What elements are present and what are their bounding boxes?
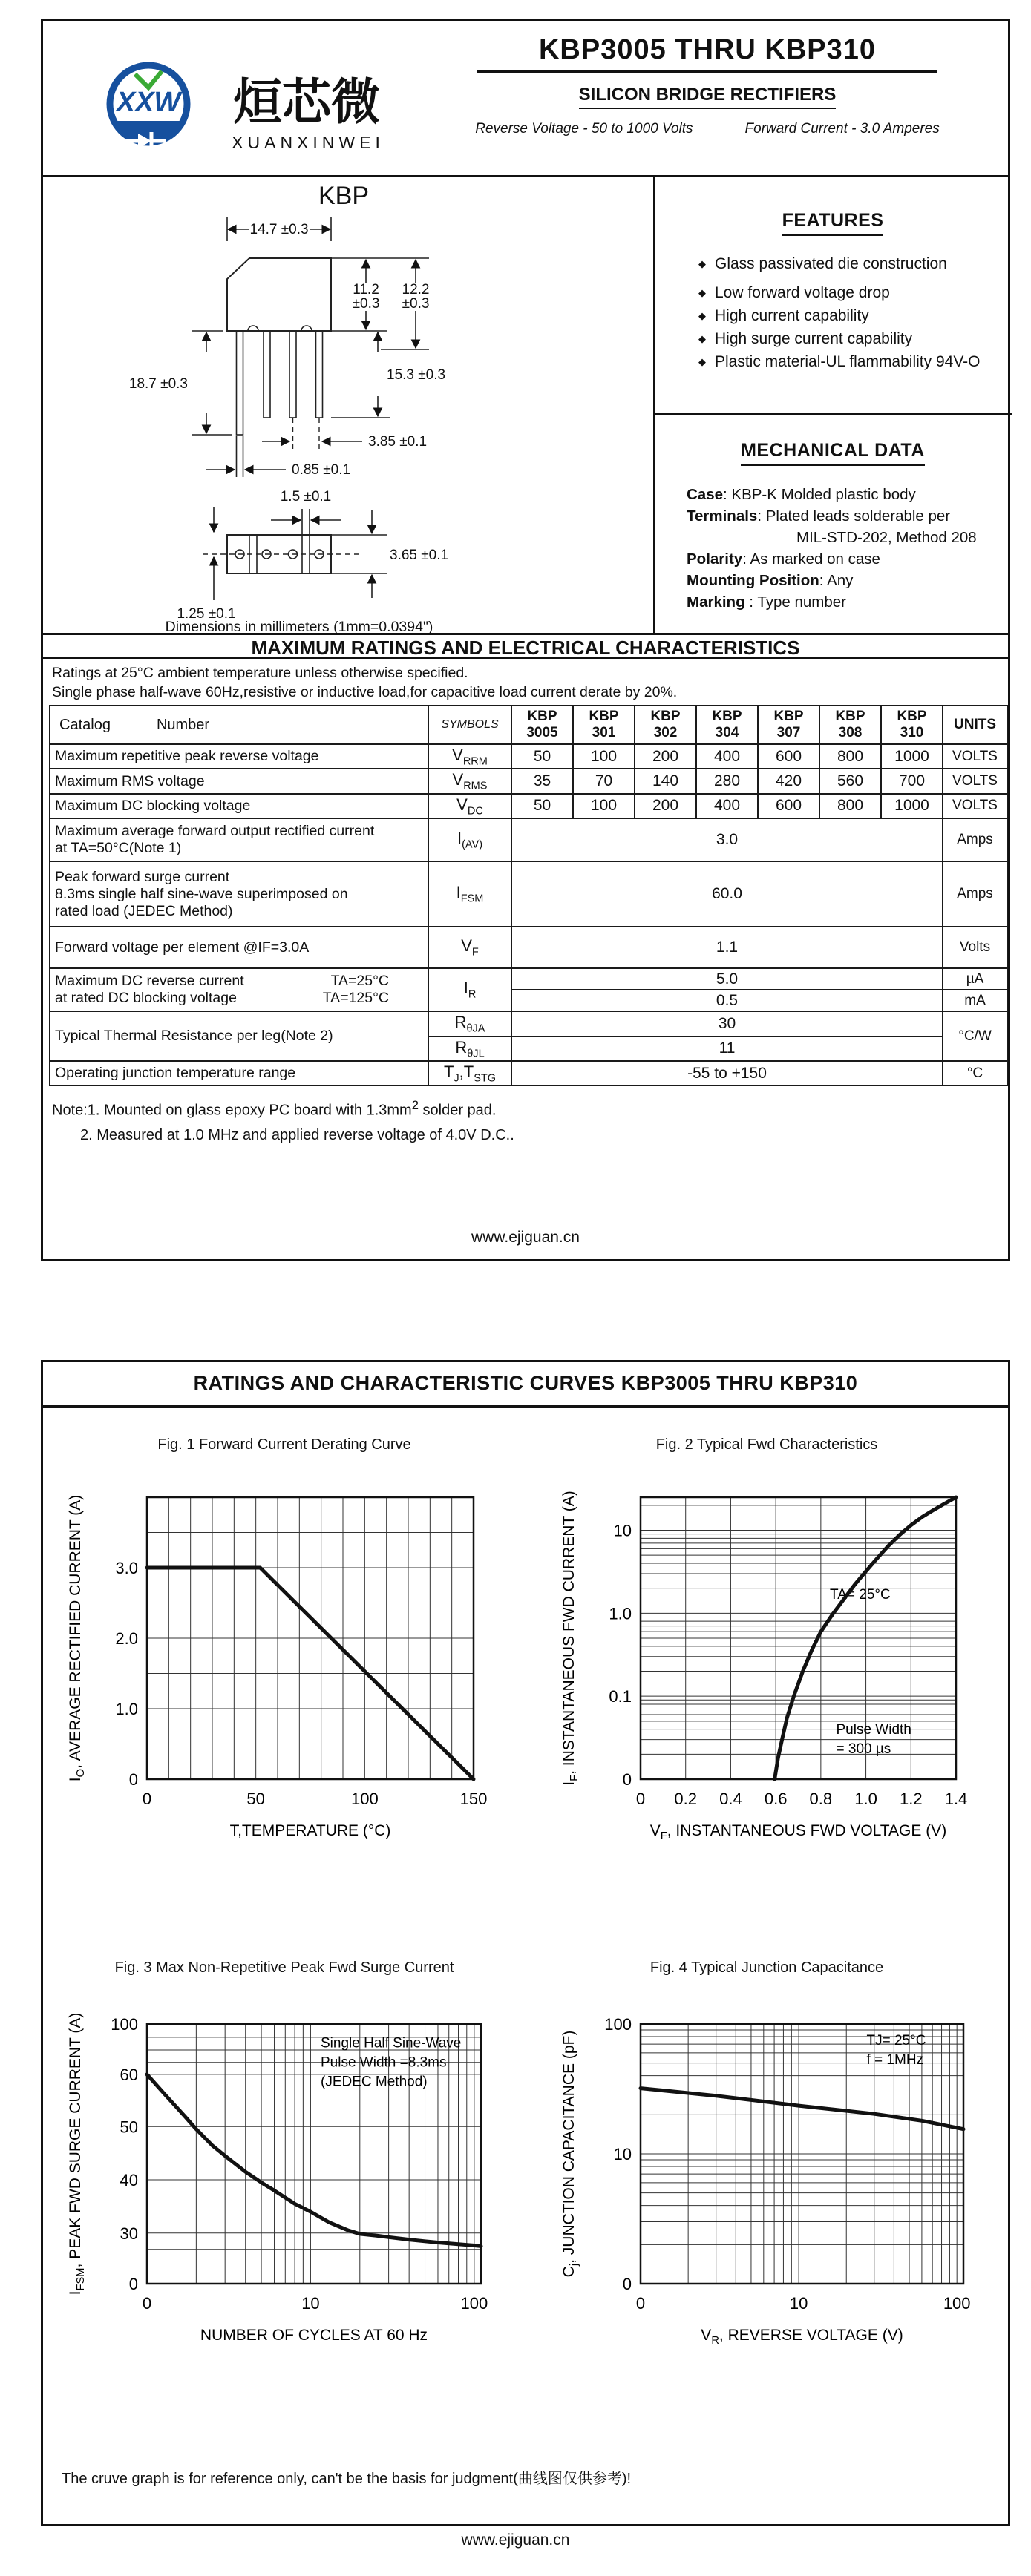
table-row: Operating junction temperature range $T_J,T_{STG}$ -55 to +150 °C xyxy=(50,1061,1007,1085)
body-notch xyxy=(301,326,312,331)
list-item: ◆ Glass passivated die construction xyxy=(698,255,947,272)
company-logo xyxy=(102,50,422,162)
svg-text:0.1: 0.1 xyxy=(609,1687,632,1706)
svg-text:0: 0 xyxy=(142,1790,152,1808)
fig1-title: Fig. 1 Forward Current Derating Curve xyxy=(157,1436,411,1453)
svg-text:TA= 25°C: TA= 25°C xyxy=(830,1586,891,1603)
svg-text:f = 1MHz: f = 1MHz xyxy=(866,2052,924,2068)
svg-text:10: 10 xyxy=(301,2294,320,2313)
svg-text:60: 60 xyxy=(120,2065,138,2084)
svg-text:0: 0 xyxy=(142,2294,152,2313)
curves-heading: RATINGS AND CHARACTERISTIC CURVES KBP3005 THRU KBP310 xyxy=(43,1362,1008,1408)
table-row: $R_{\theta JL}$ 11 xyxy=(50,1036,1007,1061)
fig4-title: Fig. 4 Typical Junction Capacitance xyxy=(649,1959,884,1976)
mech-case: Case: KBP-K Molded plastic body xyxy=(687,486,916,503)
device-column-kbp310: KBP 310 xyxy=(881,706,943,744)
dim-lead-length-long: 18.7 ±0.3 xyxy=(128,376,188,392)
svg-text:VF, INSTANTANEOUS FWD VOLTAGE: $V_F$, INSTANTANEOUS FWD VOLTAGE (V) xyxy=(649,1822,947,1842)
fig2-fwd-characteristics xyxy=(526,1436,1008,1876)
dim-lead-width: 0.85 ±0.1 xyxy=(292,462,351,478)
svg-text:Pulse Width: Pulse Width xyxy=(836,1722,911,1738)
page-subtitle: SILICON BRIDGE RECTIFIERS xyxy=(579,85,837,109)
svg-text:0: 0 xyxy=(128,2275,138,2293)
svg-text:1.0: 1.0 xyxy=(854,1790,877,1808)
svg-text:100: 100 xyxy=(604,2015,632,2034)
table-row: Forward voltage per element @IF=3.0A $V_F$ 1.1 Volts xyxy=(50,927,1007,968)
table-row: Maximum repetitive peak reverse voltage $V_{RRM}$ 50 100 200 400 600 800 1000 VOLTS xyxy=(50,744,1007,769)
table-row: Peak forward surge current 8.3ms single half sine-wave superimposed on rated load (JEDEC Method) $I_{FSM}$ 60.0 Amps xyxy=(50,861,1007,927)
svg-text:0: 0 xyxy=(622,1770,632,1789)
svg-text:IO, AVERAGE RECTIFIED CURRENT: $I_O$, AVERAGE RECTIFIED CURRENT (A) xyxy=(67,1494,87,1782)
svg-text:IFSM, PEAK FWD SURGE CURRENT: $I_{FSM}$, PEAK FWD SURGE CURRENT (A) xyxy=(67,2012,87,2296)
svg-text:1.2: 1.2 xyxy=(899,1790,923,1808)
svg-text:100: 100 xyxy=(460,2294,488,2313)
device-column-kbp308: KBP 308 xyxy=(819,706,881,744)
diamond-bullet-icon: ◆ xyxy=(698,310,706,321)
body-notch xyxy=(248,326,258,331)
list-item: ◆ Low forward voltage drop xyxy=(698,284,890,301)
logo-monogram: XXW xyxy=(116,87,181,118)
ratings-band-heading: MAXIMUM RATINGS AND ELECTRICAL CHARACTERISTICS xyxy=(43,633,1008,659)
dim-overall-height: 12.2 xyxy=(402,282,430,298)
tagline-reverse-voltage: Reverse Voltage - 50 to 1000 Volts xyxy=(475,121,693,137)
lead-3 xyxy=(289,331,296,418)
features-list xyxy=(655,255,1010,371)
fig1-derating-curve xyxy=(50,1436,518,1876)
mech-mounting: Mounting Position: Any xyxy=(687,572,854,589)
curve-disclaimer: The cruve graph is for reference only, can't be the basis for judgment(曲线图仅供参考)! xyxy=(62,2471,632,2487)
svg-text:50: 50 xyxy=(120,2117,138,2137)
svg-text:Pulse Width =8.3ms: Pulse Width =8.3ms xyxy=(321,2054,447,2071)
lead-1 xyxy=(237,331,243,435)
diamond-bullet-icon: ◆ xyxy=(698,333,706,344)
mech-marking: Marking : Type number xyxy=(687,594,846,611)
lead-4 xyxy=(316,331,323,418)
lead-2 xyxy=(264,331,270,418)
list-item: ◆ High current capability xyxy=(698,307,869,324)
header-divider xyxy=(43,175,1008,177)
svg-text:(JEDEC Method): (JEDEC Method) xyxy=(321,2074,428,2090)
fig3-surge-current xyxy=(50,1959,518,2406)
svg-text:±0.3: ±0.3 xyxy=(352,296,380,312)
table-row: Maximum DC reverse current TA=25°C at rated DC blocking voltage TA=125°C $I_R$ 5.0 µA xyxy=(50,968,1007,990)
logo-circle-icon xyxy=(110,65,187,150)
svg-text:100: 100 xyxy=(111,2015,138,2034)
fig2-chart xyxy=(526,1456,1008,1872)
fig3-title: Fig. 3 Max Non-Repetitive Peak Fwd Surge Current xyxy=(114,1959,454,1976)
list-item: ◆ Plastic material-UL flammability 94V-O xyxy=(698,353,981,370)
dim-lead-length-short: 15.3 ±0.3 xyxy=(387,367,446,383)
package-outline-drawing xyxy=(54,180,633,634)
tagline xyxy=(414,121,1001,137)
table-notes xyxy=(52,1098,514,1144)
svg-text:10: 10 xyxy=(613,1521,632,1540)
device-column-kbp302: KBP 302 xyxy=(635,706,696,744)
svg-text:= 300 µs: = 300 µs xyxy=(836,1741,891,1758)
dimensions-caption: Dimensions in millimeters (1mm=0.0394") xyxy=(165,619,433,634)
svg-text:0.4: 0.4 xyxy=(719,1790,742,1808)
brand-english: XUANXINWEI xyxy=(232,133,384,152)
svg-text:0.8: 0.8 xyxy=(809,1790,833,1808)
features-section xyxy=(655,210,1010,376)
svg-text:0.6: 0.6 xyxy=(764,1790,788,1808)
website-footer-2: www.ejiguan.cn xyxy=(461,2531,570,2549)
symbols-header: SYMBOLS xyxy=(428,706,511,744)
units-header: UNITS xyxy=(943,706,1007,744)
svg-text:T,TEMPERATURE (°C): T,TEMPERATURE (°C) xyxy=(229,1822,391,1839)
catalog-number-header: Catalog Number xyxy=(50,706,428,744)
page-1 xyxy=(41,19,1010,1261)
mech-polarity: Polarity: As marked on case xyxy=(687,551,880,568)
svg-text:3.0: 3.0 xyxy=(115,1559,138,1577)
dim-body-height: 11.2 xyxy=(353,282,379,298)
package-name: KBP xyxy=(318,182,370,210)
features-mechanical-divider xyxy=(653,413,1012,415)
svg-text:0: 0 xyxy=(622,2275,632,2293)
svg-text:NUMBER OF CYCLES AT 60 Hz: NUMBER OF CYCLES AT 60 Hz xyxy=(200,2327,428,2344)
fig3-chart xyxy=(50,1979,518,2402)
mechanical-lines xyxy=(655,484,1010,613)
mech-terminals-cont: MIL-STD-202, Method 208 xyxy=(796,529,977,546)
svg-text:VR, REVERSE VOLTAGE (V): $V_R$, REVERSE VOLTAGE (V) xyxy=(701,2327,903,2347)
table-header-row xyxy=(50,706,1007,744)
device-column-kbp301: KBP 301 xyxy=(573,706,635,744)
brand-chinese: 烜芯微 xyxy=(233,74,380,129)
svg-text:10: 10 xyxy=(613,2145,632,2163)
list-item: ◆ High surge current capability xyxy=(698,330,913,347)
svg-text:TJ= 25°C: TJ= 25°C xyxy=(866,2033,926,2048)
dim-hole-offset: 1.25 ±0.1 xyxy=(177,606,236,622)
svg-text:1.4: 1.4 xyxy=(944,1790,968,1808)
svg-text:10: 10 xyxy=(789,2294,808,2313)
svg-text:0: 0 xyxy=(635,1790,646,1808)
table-row: 0.5 mA xyxy=(50,990,1007,1011)
svg-text:100: 100 xyxy=(943,2294,971,2313)
svg-text:0: 0 xyxy=(128,1770,138,1789)
svg-text:2.0: 2.0 xyxy=(115,1629,138,1648)
svg-text:100: 100 xyxy=(350,1790,379,1808)
table-row: Maximum DC blocking voltage $V_{DC}$ 50 100 200 400 600 800 1000 VOLTS xyxy=(50,794,1007,818)
diamond-bullet-icon: ◆ xyxy=(698,356,706,367)
note-1: Note:1. Mounted on glass epoxy PC board with $1.3mm^2$ solder pad. xyxy=(52,1098,497,1119)
svg-text:±0.3: ±0.3 xyxy=(402,296,430,312)
svg-text:1.0: 1.0 xyxy=(609,1604,632,1623)
svg-text:0: 0 xyxy=(635,2294,646,2313)
ratings-table xyxy=(49,705,1008,1086)
fig4-junction-capacitance xyxy=(526,1959,1008,2406)
table-row: Maximum average forward output rectified current at TA=50°C(Note 1) $I_{(AV)}$ 3.0 Amps xyxy=(50,818,1007,861)
svg-text:50: 50 xyxy=(246,1790,265,1808)
dim-width: 14.7 ±0.3 xyxy=(249,222,309,237)
svg-text:40: 40 xyxy=(120,2171,138,2189)
ratings-conditions: Ratings at 25°C ambient temperature unless otherwise specified. Single phase half-wave 60Hz,resistive or inductive load,for capacitive load current derate by 20%. xyxy=(52,665,678,700)
tagline-forward-current: Forward Current - 3.0 Amperes xyxy=(744,121,940,137)
diamond-bullet-icon: ◆ xyxy=(698,258,706,269)
device-column-kbp307: KBP 307 xyxy=(758,706,819,744)
mechanical-data-section xyxy=(655,440,1010,613)
svg-text:150: 150 xyxy=(459,1790,488,1808)
svg-text:IF, INSTANTANEOUS FWD CURRENT: $I_F$, INSTANTANEOUS FWD CURRENT (A) xyxy=(560,1491,580,1786)
note-2: 2. Measured at 1.0 MHz and applied reverse voltage of 4.0V D.C.. xyxy=(80,1126,514,1143)
svg-text:Single Half Sine-Wave: Single Half Sine-Wave xyxy=(321,2035,462,2051)
svg-text:0.2: 0.2 xyxy=(674,1790,698,1808)
svg-text:Cj, JUNCTION CAPACITANCE (pF): $C_j$, JUNCTION CAPACITANCE (pF) xyxy=(560,2030,580,2278)
page-title: KBP3005 THRU KBP310 xyxy=(538,34,877,65)
fig1-chart xyxy=(50,1456,518,1872)
features-heading: FEATURES xyxy=(782,210,884,236)
table-row: Typical Thermal Resistance per leg(Note 2) $R_{\theta JA}$ 30 °C/W xyxy=(50,1011,1007,1036)
table-row: Maximum RMS voltage $V_{RMS}$ 35 70 140 280 420 560 700 VOLTS xyxy=(50,769,1007,793)
dim-lead-pitch: 3.85 ±0.1 xyxy=(368,434,428,450)
mechanical-heading: MECHANICAL DATA xyxy=(741,440,925,466)
diamond-bullet-icon: ◆ xyxy=(698,287,706,298)
device-column-kbp3005: KBP 3005 xyxy=(511,706,573,744)
website-footer: www.ejiguan.cn xyxy=(471,1229,580,1246)
svg-text:1.0: 1.0 xyxy=(115,1700,138,1718)
fig4-chart xyxy=(526,1979,1008,2402)
header-title-block xyxy=(414,34,1001,137)
package-body xyxy=(227,258,331,331)
page-2 xyxy=(41,1360,1010,2526)
device-column-kbp304: KBP 304 xyxy=(696,706,758,744)
dim-lead-thickness: 1.5 ±0.1 xyxy=(280,489,332,505)
svg-text:30: 30 xyxy=(120,2224,138,2243)
fig2-title: Fig. 2 Typical Fwd Characteristics xyxy=(655,1436,878,1453)
dim-bottom-height: 3.65 ±0.1 xyxy=(390,548,449,563)
mech-terminals: Terminals: Plated leads solderable per xyxy=(687,507,951,525)
